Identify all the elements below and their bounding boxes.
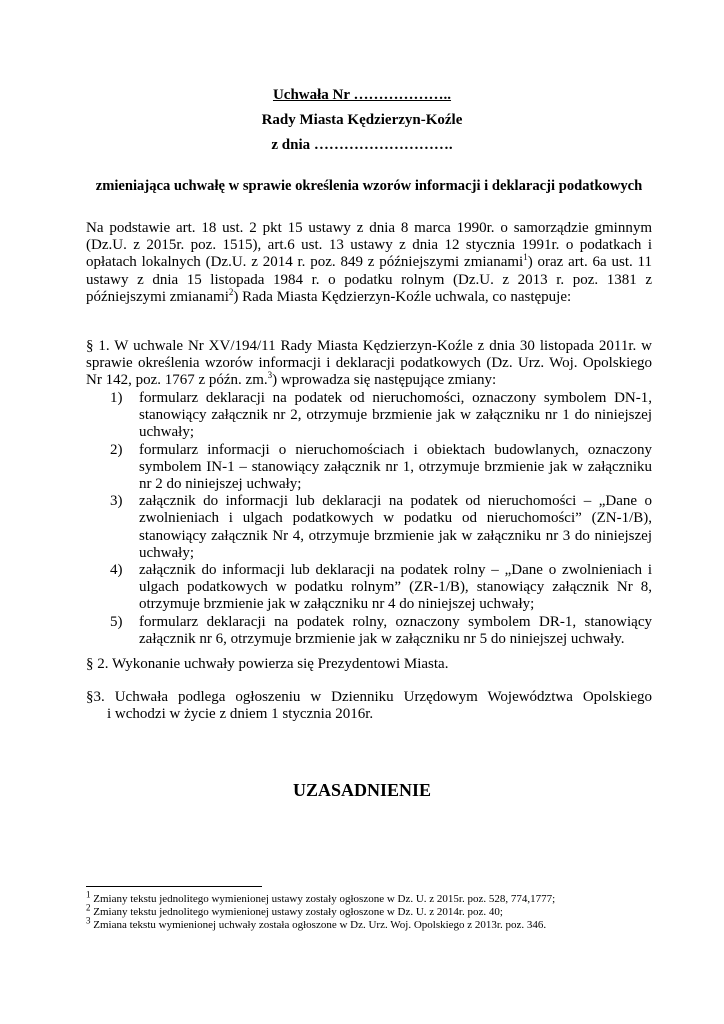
- list-item-text: formularz informacji o nieruchomościach i obiektach budowlanych, oznaczony symbolem IN-1 – stanowiący załącznik nr 1, otrzymuje brzmienie jak w załączniku nr 2 do niniejszej uchwały;: [139, 441, 652, 493]
- section-3: [86, 689, 652, 723]
- footnote-text: Zmiany tekstu jednolitego wymienionej ustawy zostały ogłoszone w Dz. U. z 2014r. poz. 40;: [90, 905, 503, 918]
- footnote-text: Zmiana tekstu wymienionej uchwały została ogłoszone w Dz. Urz. Woj. Opolskiego z 2013r. poz. 346.: [90, 918, 547, 931]
- section-1-text: ) wprowadza się następujące zmiany:: [272, 372, 497, 389]
- section-1-intro: [86, 338, 652, 390]
- footnote-mark: 3: [86, 914, 91, 925]
- list-item-number: 1): [110, 390, 123, 406]
- resolution-number: Uchwała Nr ………………..: [272, 87, 452, 103]
- list-item-text: formularz deklaracji na podatek od nieruchomości, oznaczony symbolem DN-1, stanowiący załącznik nr 2, otrzymuje brzmienie jak w załączniku nr 1 do niniejszej uchwały;: [139, 390, 652, 441]
- footnote: [86, 902, 686, 919]
- preamble-text: Na podstawie art. 18 ust. 2 pkt 15 ustawy z dnia 8 marca 1990r. o samorządzie gminnym (Dz.U. z 2015r. poz. 1515), art.6 ust. 13 ustawy z dnia 12 stycznia 1991r. o podatkach i opłatach lokalnych (Dz.U. z 2014 r. poz. 849 z późniejszymi zmianami: [86, 220, 652, 271]
- resolution-date: z dnia ……………………….: [271, 137, 453, 153]
- footnote: [86, 914, 686, 932]
- preamble: [86, 220, 652, 306]
- section-1-text: § 1. W uchwale Nr XV/194/11 Rady Miasta Kędzierzyn-Koźle z dnia 30 listopada 2011r. w sprawie określenia wzorów informacji i deklaracji podatkowych (Dz. Urz. Woj. Opolskiego Nr 142, poz. 1767 z późn. zm.: [86, 338, 652, 389]
- section-3-line: §3. Uchwała podlega ogłoszeniu w Dzienniku Urzędowym Województwa Opolskiego: [86, 689, 652, 705]
- list-item-number: 2): [110, 441, 123, 458]
- section-2: § 2. Wykonanie uchwały powierza się Prezydentowi Miasta.: [86, 656, 449, 672]
- list-item: [86, 390, 652, 442]
- list-item: [86, 614, 652, 648]
- list-item: [86, 442, 652, 494]
- footnote-ref: 2: [228, 286, 234, 297]
- list-item-text: załącznik do informacji lub deklaracji na podatek rolny – „Dane o zwolnieniach i ulgach podatkowych w podatku rolnym” (ZR-1/B), stanowiący załącznik Nr 8, otrzymuje brzmienie jak w załączniku nr 4 do niniejszej uchwały;: [139, 562, 652, 613]
- list-item-number: 3): [110, 493, 123, 510]
- resolution-subject: zmieniająca uchwałę w sprawie określenia wzorów informacji i deklaracji podatkowych: [95, 178, 643, 194]
- list-item-number: 4): [110, 562, 123, 579]
- footnote-text: Zmiany tekstu jednolitego wymienionej ustawy zostały ogłoszone w Dz. U. z 2015r. poz. 528, 774,1777;: [90, 893, 556, 905]
- footnote-ref: 1: [523, 252, 528, 263]
- preamble-text: ) oraz art. 6a ust. 11 ustawy z dnia 15 listopada 1984 r. o podatku rolnym (Dz.U. z 2013 r. poz. 1381 z późniejszymi zmianami: [86, 254, 652, 305]
- footnote-mark: 2: [86, 902, 91, 913]
- amendments-list: [86, 390, 652, 648]
- section-3-line: i wchodzi w życie z dniem 1 stycznia 2016r.: [107, 706, 374, 723]
- footnote-ref: 3: [267, 370, 273, 381]
- justification-title: UZASADNIENIE: [292, 780, 432, 800]
- footnote: [86, 889, 686, 906]
- footnote-separator: [86, 886, 262, 887]
- list-item-text: formularz deklaracji na podatek rolny, oznaczony symbolem DR-1, stanowiący załącznik nr 6, otrzymuje brzmienie jak w załączniku nr 5 do niniejszej uchwały.: [139, 613, 652, 647]
- list-item-number: 5): [110, 613, 123, 630]
- footnote-mark: 1: [86, 889, 91, 900]
- preamble-text: ) Rada Miasta Kędzierzyn-Koźle uchwala, co następuje:: [233, 288, 572, 305]
- list-item: [86, 562, 652, 614]
- council-name: Rady Miasta Kędzierzyn-Koźle: [261, 112, 463, 128]
- list-item-text: załącznik do informacji lub deklaracji na podatek od nieruchomości – „Dane o zwolnieniach i ulgach podatkowych w podatku od nieruchomości” (ZN-1/B), stanowiący załącznik Nr 4, otrzymuje brzmienie jak w załączniku nr 3 do niniejszej uchwały;: [139, 493, 652, 561]
- footnotes: [86, 889, 686, 931]
- list-item: [86, 493, 652, 562]
